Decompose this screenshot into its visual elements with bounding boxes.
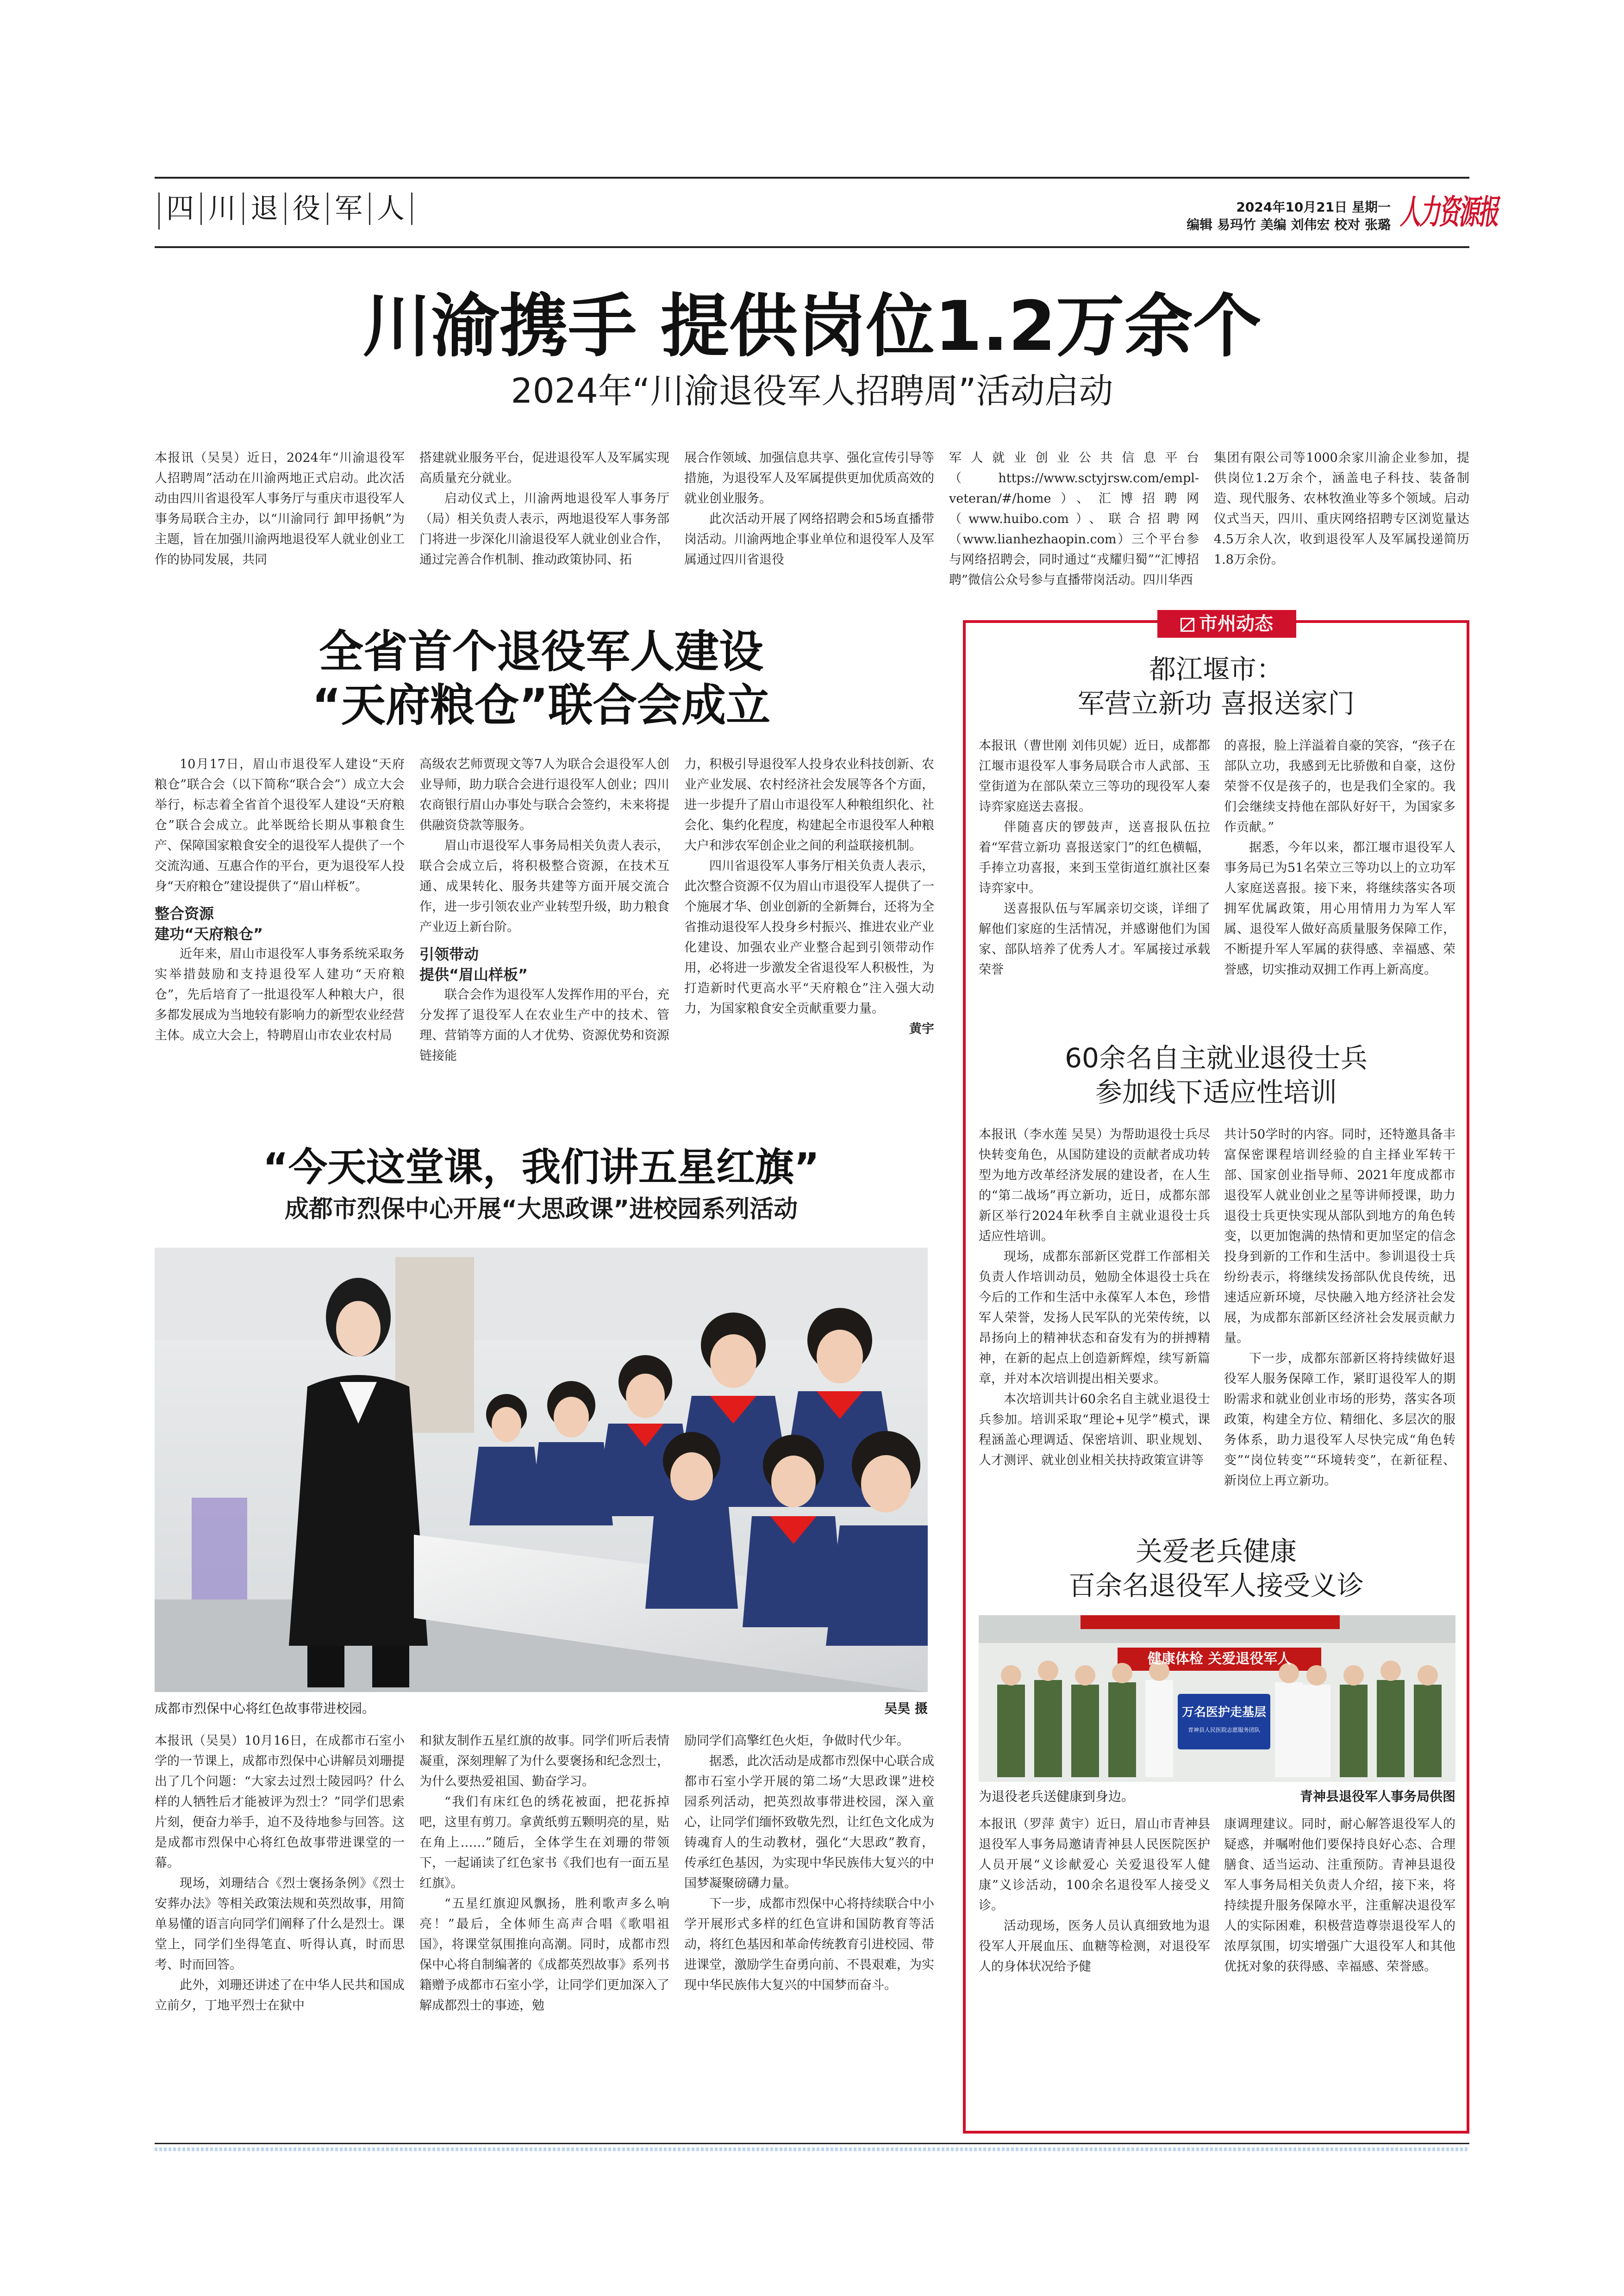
clinic-photo	[979, 1615, 1455, 1782]
paper-logo: 人力资源报	[1400, 192, 1498, 231]
paragraph: 高级农艺师贾现文等7人为联合会退役军人创业导师，助力联合会进行退役军人创业；四川农商银行眉山办事处与联合会签约，未来将提供融资贷款等服务。	[419, 757, 669, 833]
sidebar-a2-head1: 60余名自主就业退役士兵	[1065, 1042, 1368, 1074]
editor-credits: 编辑 易玛竹 美编 刘伟宏 校对 张璐	[1187, 217, 1391, 232]
lead-headline: 川渝携手 提供岗位1.2万余个	[362, 286, 1262, 366]
lead-col-3	[684, 448, 934, 605]
paragraph: 共计50学时的内容。同时，还特邀具备丰富保密课程培训经验的自主择业军转干部、国家创业指导师、2021年度成都市退役军人就业创业之星等讲师授课，助力退役士兵更快实现从部队到地方的角色转变，以更加饱满的热情和更加坚定的信念投身到新的工作和生活中。参训退役士兵纷纷表示，将继续发扬部队优良传统，迅速适应新环境，尽快融入地方经济社会发展，为成都东部新区经济社会发展贡献力量。	[1224, 1127, 1455, 1345]
clinic-photo-credit: 青神县退役军人事务局供图	[1299, 1789, 1455, 1804]
photo-credit: 吴昊 摄	[884, 1701, 928, 1716]
paragraph: 四川省退役军人事务厅相关负责人表示，此次整合资源不仅为眉山市退役军人提供了一个施展才华、创业创新的全新舞台，还将为全省推动退役军人投身乡村振兴、推进农业产业化建设、加强农业产业整合起到引领带动作用，必将进一步激发全省退役军人积极性，为打造新时代更高水平“天府粮仓”注入强大动力，为国家粮食安全贡献重要力量。	[684, 859, 934, 1016]
subheading: 建功“天府粮仓”	[155, 925, 263, 943]
sidebar-a1-col-2	[1224, 736, 1455, 1032]
sidebar-a2-col-1	[979, 1125, 1210, 1527]
paragraph: 据悉，今年以来，都江堰市退役军人事务局已为51名荣立三等功以上的立功军人家庭送喜报。接下来，将继续落实各项拥军优属政策，用心用情用力为军人军属、退役军人做好高质量服务保障工作，不断提升军人军属的获得感、幸福感、荣誉感，切实推动双拥工作再上新高度。	[1224, 840, 1455, 977]
footer-rule	[155, 2143, 1469, 2144]
section-char: 人	[370, 193, 412, 225]
paragraph: 伴随喜庆的锣鼓声，送喜报队伍拉着“军营立新功 喜报送家门”的红色横幅，手捧立功喜报，来到玉堂街道红旗社区秦诗弈家中。	[979, 820, 1210, 896]
tianfu-headline-line2: “天府粮仓”联合会成立	[312, 679, 771, 731]
section-char: 役	[286, 193, 328, 225]
section-char: 川	[202, 193, 244, 225]
masthead-rule-top	[155, 177, 1469, 179]
paragraph: 本报讯（吴昊）近日，2024年“川渝退役军人招聘周”活动在川渝两地正式启动。此次活动由四川省退役军人事务厅与重庆市退役军人事务局联合主办，以“川渝同行 卸甲扬帆”为主题，旨在加强川渝两地退役军人就业创业工作的协同发展，共同	[155, 451, 405, 567]
issue-date: 2024年10月21日 星期一	[1236, 199, 1391, 215]
paragraph: 本次培训共计60余名自主就业退役士兵参加。培训采取“理论+见学”模式，课程涵盖心理调适、保密培训、职业规划、人才测评、就业创业相关扶持政策宣讲等	[979, 1392, 1210, 1468]
tianfu-col-1	[155, 754, 405, 1134]
lead-col-5	[1214, 448, 1469, 605]
paragraph: 据悉，此次活动是成都市烈保中心联合成都市石室小学开展的第二场“大思政课”进校园系列活动，把英烈故事带进校园，深入童心，让同学们缅怀致敬先烈，让红色文化成为铸魂育人的生动教材，强化“大思政”教育，传承红色基因，为实现中华民族伟大复兴的中国梦凝聚磅礴力量。	[684, 1754, 934, 1891]
paragraph: 下一步，成都东部新区将持续做好退役军人服务保障工作，紧盯退役军人的期盼需求和就业创业市场的形势，落实各项政策，构建全方位、精细化、多层次的服务体系，助力退役军人尽快完成“角色转变”“岗位转变”“环境转变”，在新征程、新岗位上再立新功。	[1224, 1351, 1455, 1488]
paragraph: 和狱友制作五星红旗的故事。同学们听后表情凝重，深刻理解了为什么要褒扬和纪念烈士，为什么要热爱祖国、勤奋学习。	[419, 1734, 669, 1789]
sidebar-a2-head2: 参加线下适应性培训	[1095, 1076, 1337, 1108]
paragraph: 10月17日，眉山市退役军人建设“天府粮仓”联合会（以下简称“联合会”）成立大会举行，标志着全省首个退役军人建设“天府粮仓”联合会成立。此举既给长期从事粮食生产、保障国家粮食安全的退役军人提供了一个交流沟通、互惠合作的平台，更为退役军人投身“天府粮仓”建设提供了“眉山样板”。	[155, 757, 405, 894]
paragraph: 军人就业创业公共信息平台（https://www.sctyjrsw.com/empl-veteran/#/home）、汇博招聘网（www.huibo.com）、联合招聘网（www.lianhezhaopin.com）三个平台参与网络招聘会，同时通过“戎耀归蜀”“汇博招聘”微信公众号参与直播带岗活动。四川华西	[949, 451, 1199, 587]
tag-icon	[1181, 618, 1194, 632]
masthead	[155, 177, 1498, 246]
class-col-2	[419, 1731, 669, 2134]
subheading: 提供“眉山样板”	[419, 966, 528, 983]
sidebar-a3-col-1	[979, 1814, 1210, 2120]
sidebar-a3-head2: 百余名退役军人接受义诊	[1068, 1570, 1364, 1601]
sidebar-a1-head2: 军营立新功 喜报送家门	[1077, 688, 1355, 719]
paragraph: 送喜报队伍与军属亲切交谈，详细了解他们家庭的生活情况，并感谢他们为国家、部队培养了优秀人才。军属接过承载荣誉	[979, 902, 1210, 977]
paragraph: 眉山市退役军人事务局相关负责人表示，联合会成立后，将积极整合资源，在技术互通、成果转化、服务共建等方面开展交流合作，进一步引领农业产业转型升级，助力粮食产业迈上新台阶。	[419, 839, 669, 934]
paragraph: 此外，刘珊还讲述了在中华人民共和国成立前夕，丁地平烈士在狱中	[155, 1978, 405, 2013]
paragraph: 的喜报，脸上洋溢着自豪的笑容，“孩子在部队立功，我感到无比骄傲和自豪，这份荣誉不仅是孩子的，也是我们全家的。我们会继续支持他在部队好好干，为国家多作贡献。”	[1224, 739, 1455, 834]
photo-banner: 健康体检 关爱退役军人	[1147, 1651, 1292, 1667]
paragraph: 此次活动开展了网络招聘会和5场直播带岗活动。川渝两地企事业单位和退役军人及军属通过四川省退役	[684, 512, 934, 567]
paragraph: 励同学们高擎红色火炬，争做时代少年。	[684, 1734, 909, 1748]
paragraph: 展合作领域、加强信息共享、强化宣传引导等措施，为退役军人及军属提供更加优质高效的就业创业服务。	[684, 451, 934, 506]
paragraph: 本报讯（吴昊）10月16日，在成都市石室小学的一节课上，成都市烈保中心讲解员刘珊提出了几个问题：“大家去过烈士陵园吗？什么样的人牺牲后才能被评为烈士？”同学们思索片刻，便奋力举手，迫不及待地参与回答。这是成都市烈保中心将红色故事带进课堂的一幕。	[155, 1734, 405, 1870]
sidebar-a3-col-2	[1224, 1814, 1455, 2120]
section-title	[158, 193, 412, 230]
masthead-rule-bottom	[155, 246, 1469, 248]
subheading: 引领带动	[419, 946, 479, 963]
paragraph: 现场，成都东部新区党群工作部相关负责人作培训动员，勉励全体退役士兵在今后的工作和生活中永葆军人本色，珍惜军人荣誉，发扬人民军队的光荣传统，以昂扬向上的精神状态和奋发有为的拼搏精神，在新的起点上创造新辉煌，续写新篇章，并对本次培训提出相关要求。	[979, 1250, 1210, 1386]
paragraph: 康调理建议。同时，耐心解答退役军人的疑惑，并嘱咐他们要保持良好心态、合理膳食、适当运动、注重预防。青神县退役军人事务局相关负责人介绍，接下来，将持续提升服务保障水平，注重解决退役军人的实际困难，积极营造尊崇退役军人的浓厚氛围，切实增强广大退役军人和其他优抚对象的获得感、幸福感、荣誉感。	[1224, 1817, 1455, 1974]
paragraph: “五星红旗迎风飘扬，胜利歌声多么响亮！”最后，全体师生高声合唱《歌唱祖国》，将课堂氛围推向高潮。同时，成都市烈保中心将自制编著的《成都英烈故事》系列书籍赠予成都市石室小学，让同学们更加深入了解成都烈士的事迹，勉	[419, 1897, 669, 2013]
paragraph: 搭建就业服务平台，促进退役军人及军属实现高质量充分就业。	[419, 451, 669, 485]
paragraph: 现场，刘珊结合《烈士褒扬条例》《烈士安葬办法》等相关政策法规和英烈故事，用简单易懂的语言向同学们阐释了什么是烈士。课堂上，同学们坐得笔直、听得认真，时而思考、时而回答。	[155, 1876, 405, 1972]
paragraph: 启动仪式上，川渝两地退役军人事务厅（局）相关负责人表示，两地退役军人事务部门将进一步深化川渝退役军人就业创业合作，通过完善合作机制、推动政策协同、拓	[419, 492, 669, 567]
clinic-photo-illustration	[979, 1615, 1455, 1782]
class-subhead: 成都市烈保中心开展“大思政课”进校园系列活动	[284, 1195, 798, 1223]
sidebar-a2-col-2	[1224, 1125, 1455, 1527]
paragraph: 活动现场，医务人员认真细致地为退役军人开展血压、血糖等检测，对退役军人的身体状况给予健	[979, 1919, 1210, 1974]
photo-sign-sub: 青神县人民医院志愿服务团队	[1187, 1727, 1260, 1733]
paragraph: 本报讯（罗萍 黄宇）近日，眉山市青神县退役军人事务局邀请青神县人民医院医护人员开展“义诊献爱心 关爱退役军人健康”义诊活动，100余名退役军人接受义诊。	[979, 1817, 1210, 1913]
paragraph: 本报讯（曹世刚 刘伟贝妮）近日，成都都江堰市退役军人事务局联合市人武部、玉堂街道为在部队荣立三等功的现役军人秦诗弈家庭送去喜报。	[979, 739, 1210, 814]
lead-subhead: 2024年“川渝退役军人招聘周”活动启动	[511, 371, 1113, 411]
lead-col-4	[949, 448, 1199, 605]
tianfu-col-3	[684, 754, 934, 1134]
sidebar-a1-head1: 都江堰市：	[1149, 653, 1283, 685]
sidebar-a1-col-1	[979, 736, 1210, 1032]
tianfu-col-2	[419, 754, 669, 1134]
tag-label: 市州动态	[1199, 613, 1273, 635]
article-author: 黄宇	[909, 1022, 934, 1036]
paragraph: 本报讯（李水莲 吴昊）为帮助退役士兵尽快转变角色，从国防建设的贡献者成功转型为地方改革经济发展的建设者，在人生的“第二战场”再立新功，近日，成都东部新区举行2024年秋季自主就业退役士兵适应性培训。	[979, 1127, 1210, 1244]
photo-caption: 成都市烈保中心将红色故事带进校园。	[155, 1701, 375, 1716]
paragraph: 集团有限公司等1000余家川渝企业参加，提供岗位1.2万余个，涵盖电子科技、装备制造、现代服务、农林牧渔业等多个领域。启动仪式当天，四川、重庆网络招聘专区浏览量达4.5万余人次，收到退役军人及军属投递简历1.8万余份。	[1214, 451, 1469, 567]
section-char: 四	[160, 193, 202, 225]
paragraph: 力，积极引导退役军人投身农业科技创新、农业产业发展、农村经济社会发展等各个方面，进一步提升了眉山市退役军人种粮组织化、社会化、集约化程度，构建起全市退役军人种粮大户和涉农军创企业之间的利益联接机制。	[684, 757, 934, 853]
paragraph: “我们有床红色的绣花被面，把花拆掉吧，这里有剪刀。拿黄纸剪五颗明亮的星，贴在角上……”随后，全体学生在刘珊的带领下，一起诵读了红色家书《我们也有一面五星红旗》。	[419, 1795, 669, 1891]
section-char: 军	[328, 193, 370, 225]
paragraph: 近年来，眉山市退役军人事务系统采取务实举措鼓励和支持退役军人建功“天府粮仓”，先后培育了一批退役军人种粮大户，很多都发展成为当地较有影响力的新型农业经营主体。成立大会上，特聘眉山市农业农村局	[155, 947, 405, 1043]
class-headline: “今天这堂课，我们讲五星红旗”	[262, 1145, 820, 1190]
class-col-3	[684, 1731, 934, 2134]
sidebar-a3-head1: 关爱老兵健康	[1135, 1536, 1297, 1567]
paragraph: 下一步，成都市烈保中心将持续联合中小学开展形式多样的红色宣讲和国防教育等活动，将红色基因和革命传统教育引进校园、带进课堂，激励学生奋勇向前、不畏艰难，为实现中华民族伟大复兴的中国梦而奋斗。	[684, 1897, 934, 1992]
photo-sign: 万名医护走基层	[1181, 1705, 1266, 1719]
sidebar-tag	[1157, 610, 1296, 638]
classroom-photo	[155, 1248, 928, 1692]
clinic-photo-caption: 为退役老兵送健康到身边。	[979, 1789, 1135, 1804]
lead-col-1	[155, 448, 405, 605]
classroom-photo-illustration	[155, 1248, 928, 1692]
paragraph: 联合会作为退役军人发挥作用的平台，充分发挥了退役军人在农业生产中的技术、管理、营销等方面的人才优势、资源优势和资源链接能	[419, 988, 669, 1063]
subheading: 整合资源	[155, 905, 214, 922]
tianfu-headline-line1: 全省首个退役军人建设	[319, 626, 763, 678]
class-col-1	[155, 1731, 405, 2134]
lead-col-2	[419, 448, 669, 605]
footer-band	[155, 2147, 1469, 2151]
section-char: 退	[244, 193, 286, 225]
